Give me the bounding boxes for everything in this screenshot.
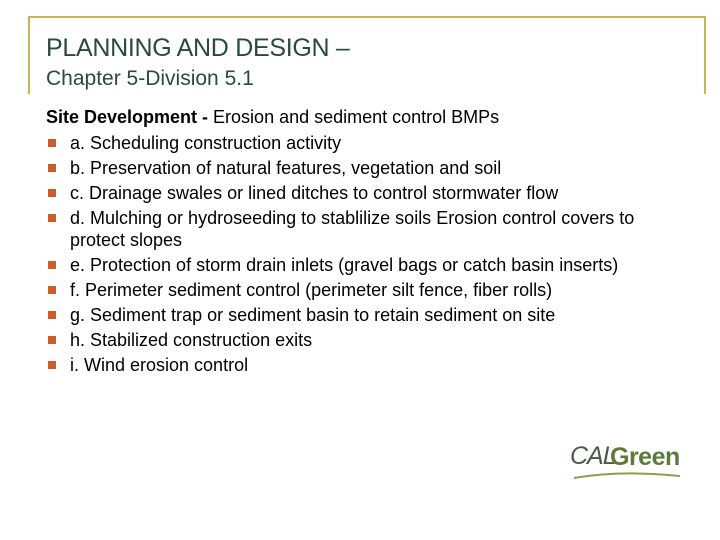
bmp-bullet-list	[46, 132, 666, 379]
section-heading-text: Erosion and sediment control BMPs	[208, 107, 500, 127]
square-bullet-icon	[48, 311, 56, 319]
bullet-item	[46, 207, 666, 251]
frame-right-border	[704, 16, 706, 94]
square-bullet-icon	[48, 261, 56, 269]
calgreen-logo	[570, 440, 688, 484]
square-bullet-icon	[48, 164, 56, 172]
bullet-item	[46, 157, 666, 179]
bullet-text: d. Mulching or hydroseeding to stablilize soils Erosion control covers to protect slopes	[70, 208, 635, 250]
square-bullet-icon	[48, 286, 56, 294]
bullet-text: h. Stabilized construction exits	[70, 330, 313, 350]
frame-top-border	[28, 16, 706, 18]
bullet-text: c. Drainage swales or lined ditches to control stormwater flow	[70, 183, 559, 203]
frame-left-border	[28, 16, 30, 94]
square-bullet-icon	[48, 139, 56, 147]
bullet-text: i. Wind erosion control	[70, 355, 249, 375]
square-bullet-icon	[48, 189, 56, 197]
logo-green-text: Green	[610, 443, 680, 471]
bullet-text: b. Preservation of natural features, vegetation and soil	[70, 158, 502, 178]
square-bullet-icon	[48, 361, 56, 369]
bullet-text: a. Scheduling construction activity	[70, 133, 342, 153]
slide-subtitle: Chapter 5-Division 5.1	[46, 67, 254, 90]
bullet-text: e. Protection of storm drain inlets (gravel bags or catch basin inserts)	[70, 255, 619, 275]
bullet-text: g. Sediment trap or sediment basin to retain sediment on site	[70, 305, 556, 325]
bullet-item	[46, 132, 666, 154]
slide-title: PLANNING AND DESIGN –	[46, 34, 350, 62]
bullet-item	[46, 329, 666, 351]
bullet-text: f. Perimeter sediment control (perimeter silt fence, fiber rolls)	[70, 280, 553, 300]
bullet-item	[46, 304, 666, 326]
section-heading	[46, 106, 499, 128]
bullet-item	[46, 182, 666, 204]
bullet-item	[46, 279, 666, 301]
bullet-item	[46, 254, 666, 276]
logo-swoosh-icon	[572, 470, 682, 480]
bullet-item	[46, 354, 666, 376]
square-bullet-icon	[48, 336, 56, 344]
logo-cal-text: CAL	[570, 442, 616, 470]
square-bullet-icon	[48, 214, 56, 222]
section-heading-bold: Site Development -	[46, 107, 209, 127]
